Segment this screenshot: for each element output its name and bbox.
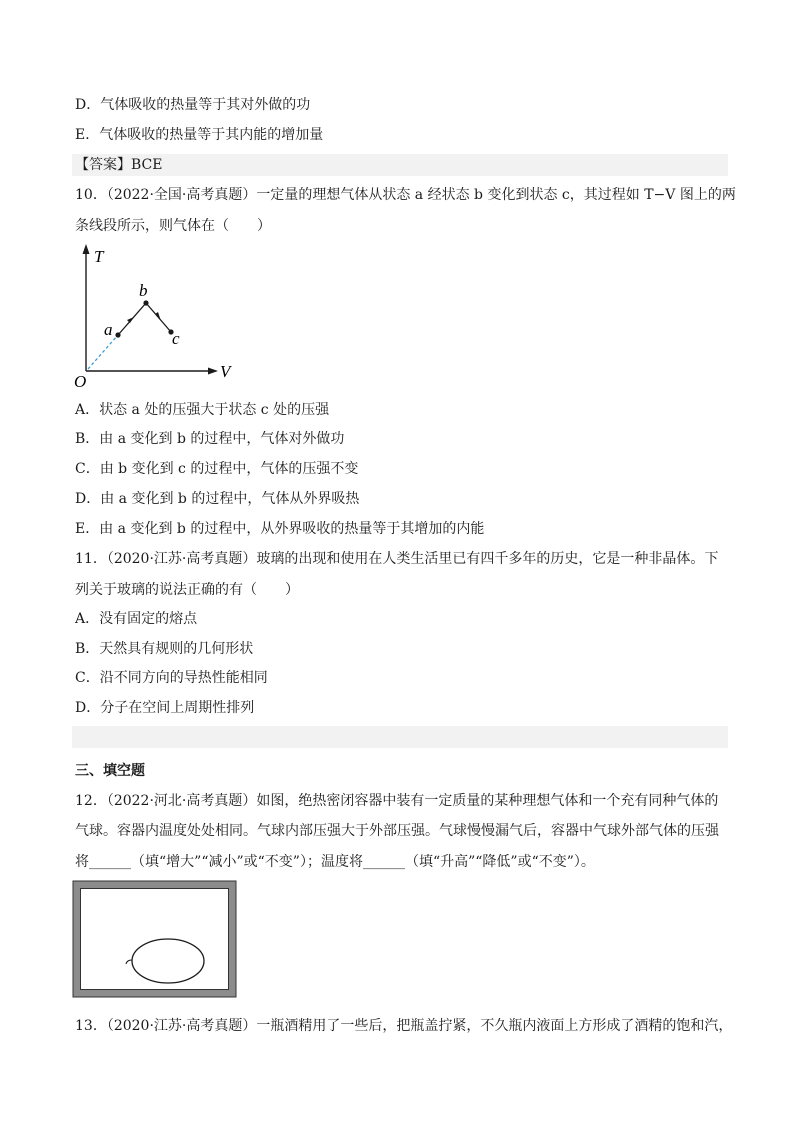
q11-stem-line1: 11．（2020·江苏·高考真题）玻璃的出现和使用在人类生活里已有四千多年的历史，它是一种非晶体。下: [75, 551, 719, 567]
q10-option-d: D．由 a 变化到 b 的过程中，气体从外界吸热: [75, 491, 360, 507]
q10-stem-line1: 10．（2022·全国·高考真题）一定量的理想气体从状态 a 经状态 b 变化到状态 c，其过程如 T−V 图上的两: [75, 187, 736, 203]
y-axis-arrow-icon: [83, 244, 90, 254]
q9-option-d: D．气体吸收的热量等于其对外做的功: [75, 97, 311, 113]
q11-stem-line2: 列关于玻璃的说法正确的有（ ）: [75, 582, 299, 598]
q10-option-e: E．由 a 变化到 b 的过程中，从外界吸收的热量等于其增加的内能: [75, 521, 485, 537]
section-title: 三、填空题: [75, 763, 145, 779]
section-separator-band: [72, 726, 728, 748]
tv-graph: [70, 238, 240, 390]
q10-option-c: C．由 b 变化到 c 的过程中，气体的压强不变: [75, 461, 359, 477]
point-a-dot: [115, 332, 120, 337]
q11-option-d: D．分子在空间上周期性排列: [75, 700, 255, 716]
arrow-bc-icon: [155, 312, 161, 321]
q12-stem-line1: 12．（2022·河北·高考真题）如图，绝热密闭容器中装有一定质量的某种理想气体和一个充有同种气体的: [75, 793, 719, 809]
q11-option-b: B．天然具有规则的几何形状: [75, 641, 254, 657]
axis-label-v: V: [220, 362, 231, 381]
point-b-dot: [143, 300, 148, 305]
axis-label-t: T: [94, 247, 104, 266]
point-a-label: a: [104, 320, 113, 339]
arrow-ab-icon: [127, 317, 134, 323]
q10-option-a: A．状态 a 处的压强大于状态 c 处的压强: [75, 402, 330, 418]
q11-option-a: A．没有固定的熔点: [75, 611, 198, 627]
q10-option-b: B．由 a 变化到 b 的过程中，气体对外做功: [75, 431, 345, 447]
q11-option-c: C．沿不同方向的导热性能相同: [75, 670, 268, 686]
point-c-label: c: [172, 329, 180, 348]
answer-band: [72, 154, 728, 176]
x-axis-arrow-icon: [208, 368, 218, 375]
point-b-label: b: [139, 281, 148, 300]
origin-label: O: [74, 372, 87, 390]
container-figure: [72, 880, 240, 1000]
q9-answer: 【答案】BCE: [75, 157, 163, 173]
dashed-origin-line: [88, 335, 118, 369]
q12-stem-line2: 气球。容器内温度处处相同。气球内部压强大于外部压强。气球慢慢漏气后，容器中气球外部气体的压强: [75, 823, 719, 839]
q12-stem-line3: 将______（填“增大”“减小”或“不变”）；温度将______（填“升高”“降低”或“不变”）。: [75, 854, 595, 870]
q10-stem-line2: 条线段所示，则气体在（ ）: [75, 218, 271, 234]
q13-stem-line1: 13．（2020·江苏·高考真题）一瓶酒精用了一些后，把瓶盖拧紧，不久瓶内液面上方形成了酒精的饱和汽，: [75, 1018, 733, 1034]
container-interior: [81, 889, 229, 990]
q9-option-e: E．气体吸收的热量等于其内能的增加量: [75, 127, 324, 143]
